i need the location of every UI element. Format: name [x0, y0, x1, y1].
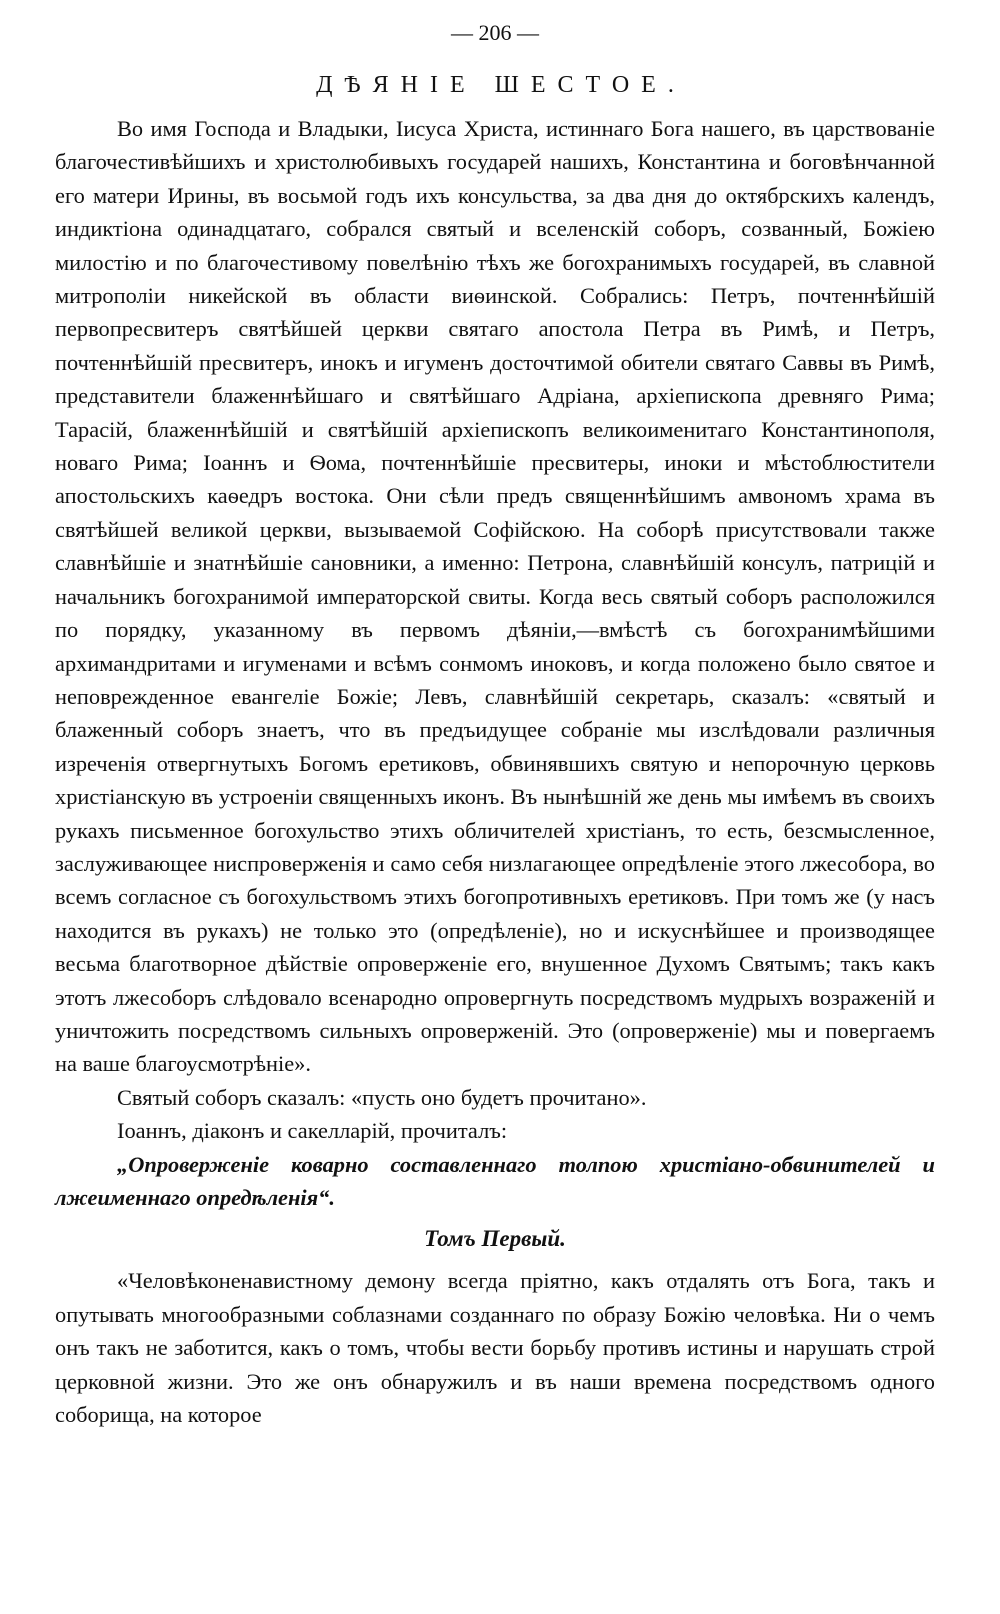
chapter-title: ДѢЯНІЕ ШЕСТОЕ. [316, 72, 686, 98]
document-page [55, 18, 935, 1598]
paragraph-council-said: Святый соборъ сказалъ: «пусть оно будетъ прочитано». [117, 1084, 647, 1110]
section-title: Томъ Первый. [424, 1226, 566, 1252]
paragraph-opening: Во имя Господа и Владыки, Іисуса Христа, истиннаго Бога нашего, въ царствованіе благочестивѣйшихъ и христолюбивыхъ государей нашихъ, Константина и боговѣнчанной его матери Ирины, въ восьмой годъ ихъ консульства, за два дня до октябрскихъ календъ, индиктіона одинадцатаго, собрался святый и вселенскій соборъ, созванный, Божіею милостію и по благочестивому повелѣнію тѣхъ же богохранимыхъ государей, въ славной митрополіи никейской въ области виѳинской. Собрались: Петръ, почтеннѣйшій первопресвитеръ святѣйшей церкви святаго апостола Петра въ Римѣ, и Петръ, почтеннѣйшій пресвитеръ, инокъ и игуменъ досточтимой обители святаго Саввы въ Римѣ, представители блаженнѣйшаго и святѣйшаго Адріана, архіепископа древняго Рима; Тарасій, блаженнѣйшій и святѣйшій архіепископъ великоименитаго Константинополя, новаго Рима; Іоаннъ и Ѳома, почтеннѣйшіе пресвитеры, иноки и мѣстоблюстители апостольскихъ каѳедръ востока. Они сѣли предъ священнѣйшимъ амвономъ храма въ святѣйшей великой церкви, вызываемой Софійскою. На соборѣ присутствовали также славнѣйшіе и знатнѣйшіе сановники, а именно: Петрона, славнѣйшій консулъ, патрицій и начальникъ богохранимой императорской свиты. Когда весь святый соборъ расположился по порядку, указанному въ первомъ дѣяніи,—вмѣстѣ съ богохранимѣйшими архимандритами и игуменами и всѣмъ сонмомъ иноковъ, и когда положено было святое и неповрежденное евангеліе Божіе; Левъ, славнѣйшій секретарь, сказалъ: «святый и блаженный соборъ знаетъ, что въ предъидущее собраніе мы изслѣдовали различныя изреченія отвергнутыхъ Богомъ еретиковъ, обвинявшихъ святую и непорочную церковь христіанскую въ устроеніи священныхъ иконъ. Въ нынѣшній же день мы имѣемъ въ своихъ рукахъ письменное богохульство этихъ обличителей христіанъ, то есть, безсмысленное, заслуживающее ниспроверженія и само себя низлагающее опредѣленіе этого лжесобора, во всемъ согласное съ богохульствомъ этихъ богопротивныхъ еретиковъ. При томъ же (у насъ находится въ рукахъ) не только это (опредѣленіе), но и искуснѣйшее и производящее весьма благотворное дѣйствіе опроверженіе его, внушенное Духомъ Святымъ; такъ какъ этотъ лжесоборъ слѣдовало всенародно опровергнуть посредствомъ мудрыхъ возраженій и уничтожить посредствомъ сильныхъ опроверженій. Это (опроверженіе) мы и повергаемъ на ваше благоусмотрѣніе». [55, 116, 935, 1077]
paragraph-john-read: Іоаннъ, діаконъ и сакелларій, прочиталъ: [117, 1118, 508, 1144]
reading-title: „Опроверженіе коварно составленнаго толпою христіано-обвинителей и лжеименнаго опредѣленія“. [55, 1151, 935, 1210]
page-number: — 206 — [451, 20, 539, 45]
paragraph-closing: «Человѣконенавистному демону всегда пріятно, какъ отдалять отъ Бога, такъ и опутывать многообразными соблазнами созданнаго по образу Божію человѣка. Ни о чемъ онъ такъ не заботится, какъ о томъ, чтобы вести борьбу противъ истины и нарушать строй церковной жизни. Это же онъ обнаружилъ и въ наши времена посредствомъ одного соборища, на которое [55, 1268, 935, 1428]
